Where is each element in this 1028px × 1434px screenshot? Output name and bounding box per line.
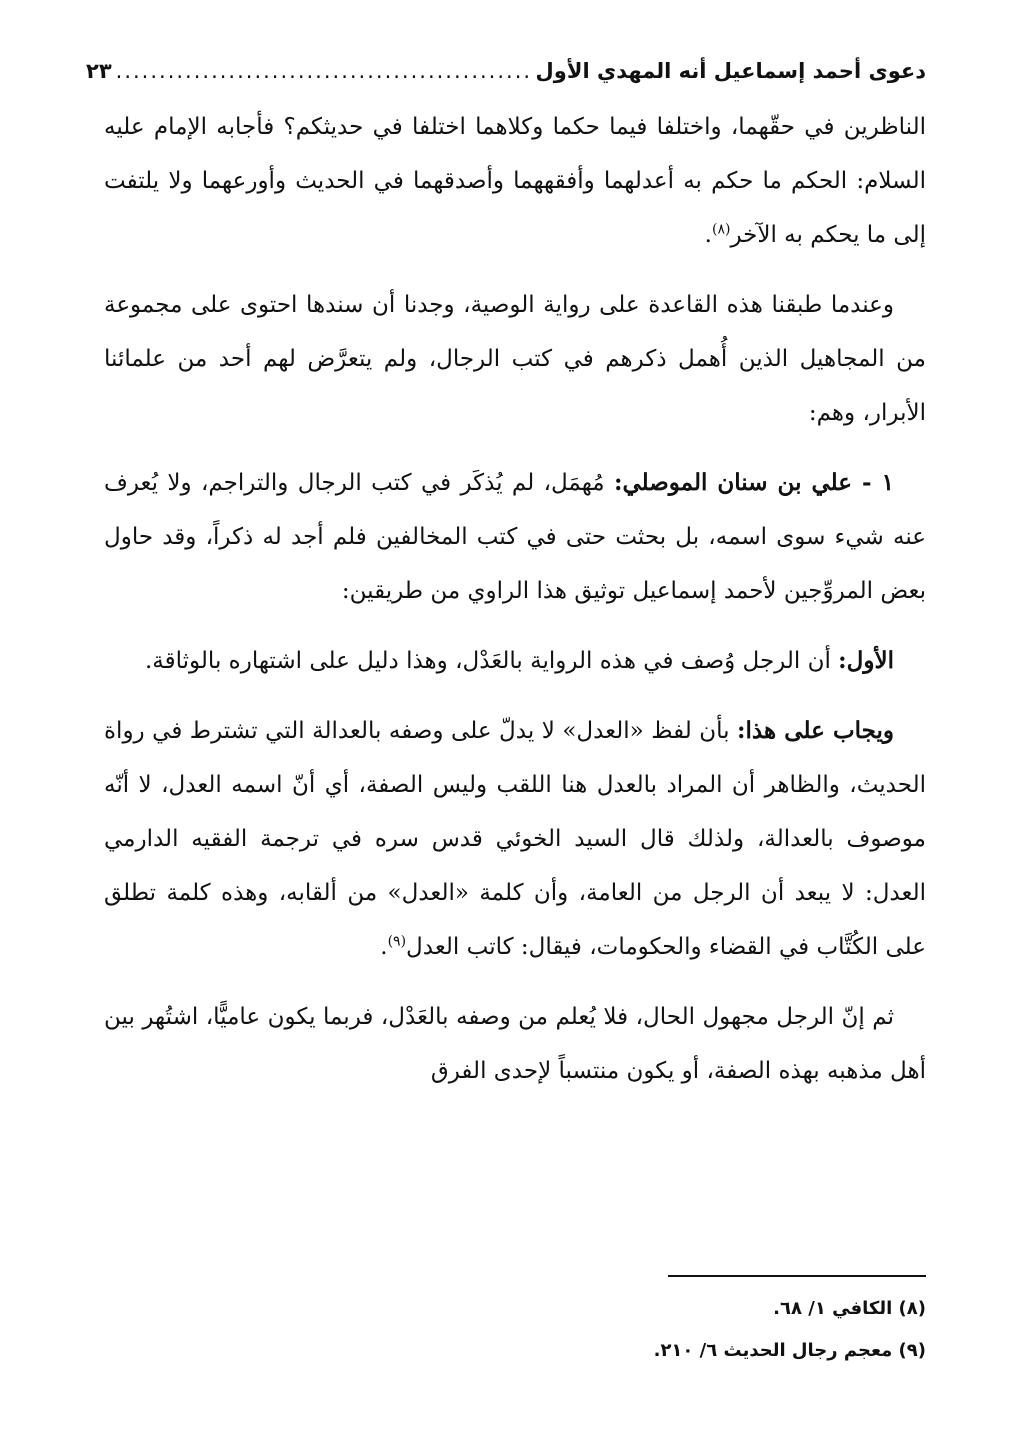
footnote-ref-8: (٨)	[711, 221, 731, 238]
header-leader-dots	[116, 59, 532, 84]
footnote-8: (٨) الكافي ١/ ٦٨.	[773, 1298, 926, 1319]
paragraph-6: ثم إنّ الرجل مجهول الحال، فلا يُعلم من وصفه بالعَدْل، فربما يكون عاميًّا، اشتُهر بين أهل مذهبه بهذه الصفة، أو يكون منتسباً لإحدى الفرق	[104, 1004, 926, 1084]
paragraph-4	[104, 634, 926, 688]
footnote-separator	[668, 1275, 926, 1277]
paragraph-4-lead: الأول:	[838, 647, 894, 674]
paragraph-4-text: أن الرجل وُصف في هذه الرواية بالعَدْل، وهذا دليل على اشتهاره بالوثاقة.	[145, 648, 831, 674]
paragraph-2: وعندما طبقنا هذه القاعدة على رواية الوصية، وجدنا أن سندها احتوى على مجموعة من المجاهيل الذين أُهمل ذكرهم في كتب الرجال، ولم يتعرَّض لهم أحد من علمائنا الأبرار، وهم:	[104, 292, 926, 426]
footnote-9: (٩) معجم رجال الحديث ٦/ ٢١٠.	[653, 1340, 926, 1361]
paragraph-5: ويجاب على هذا: بأن لفظ «العدل» لا يدلّ على وصفه بالعدالة التي تشترط في رواة الحديث، والظاهر أن المراد بالعدل هنا اللقب وليس الصفة، أي أنّ اسمه العدل، لا أنّه موصوف بالعدالة، ولذلك قال السيد الخوئي قدس سره في ترجمة الفقيه الدارمي العدل: لا يبعد أن الرجل من العامة، وأن كلمة «العدل» من ألقابه، وهذه كلمة تطلق على الكُتَّاب في القضاء والحكومات، فيقال: كاتب العدل$^{(٩)}$.	[104, 717, 926, 960]
footnotes	[104, 1288, 926, 1372]
paragraph-5-text: بأن لفظ «العدل» لا يدلّ على وصفه بالعدالة التي تشترط في رواة الحديث، والظاهر أن المراد بالعدل هنا اللقب وليس الصفة، أي أنّ اسمه العدل، لا أنّه موصوف بالعدالة، ولذلك قال السيد الخوئي قدس سره في ترجمة الفقيه الدارمي العدل: لا يبعد أن الرجل من العامة، وأن كلمة «العدل» من ألقابه، وهذه كلمة تطلق على الكُتَّاب في القضاء والحكومات، فيقال: كاتب العدل	[104, 718, 926, 960]
book-title: دعوى أحمد إسماعيل أنه المهدي الأول	[535, 58, 926, 83]
paragraph-3-lead: ١ - علي بن سنان الموصلي:	[613, 469, 894, 496]
paragraph-5-lead: ويجاب على هذا:	[737, 717, 895, 744]
running-header	[86, 40, 926, 84]
main-text	[104, 100, 926, 1114]
paragraph-3	[104, 456, 926, 618]
page-number: ٢٣	[86, 58, 112, 83]
paragraph-1-text: الناظرين في حقّهما، واختلفا فيما حكما وكلاهما اختلفا في حديثكم؟ فأجابه الإمام عليه السلام: الحكم ما حكم به أعدلهما وأفقههما وأصدقهما في الحديث وأورعهما ولا يلتفت إلى ما يحكم به الآخر	[104, 114, 926, 248]
paragraph-3-text: مُهمَل، لم يُذكَر في كتب الرجال والتراجم، ولا يُعرف عنه شيء سوى اسمه، بل بحثت حتى في كتب المخالفين فلم أجد له ذكراً، وقد حاول بعض المروِّجين لأحمد إسماعيل توثيق هذا الراوي من طريقين:	[104, 470, 926, 604]
paragraph-1: الناظرين في حقّهما، واختلفا فيما حكما وكلاهما اختلفا في حديثكم؟ فأجابه الإمام عليه السلام: الحكم ما حكم به أعدلهما وأفقههما وأصدقهما في الحديث وأورعهما ولا يلتفت إلى ما يحكم به الآخر$^{(٨)}$.	[104, 114, 926, 248]
footnote-ref-9: (٩)	[387, 933, 407, 950]
